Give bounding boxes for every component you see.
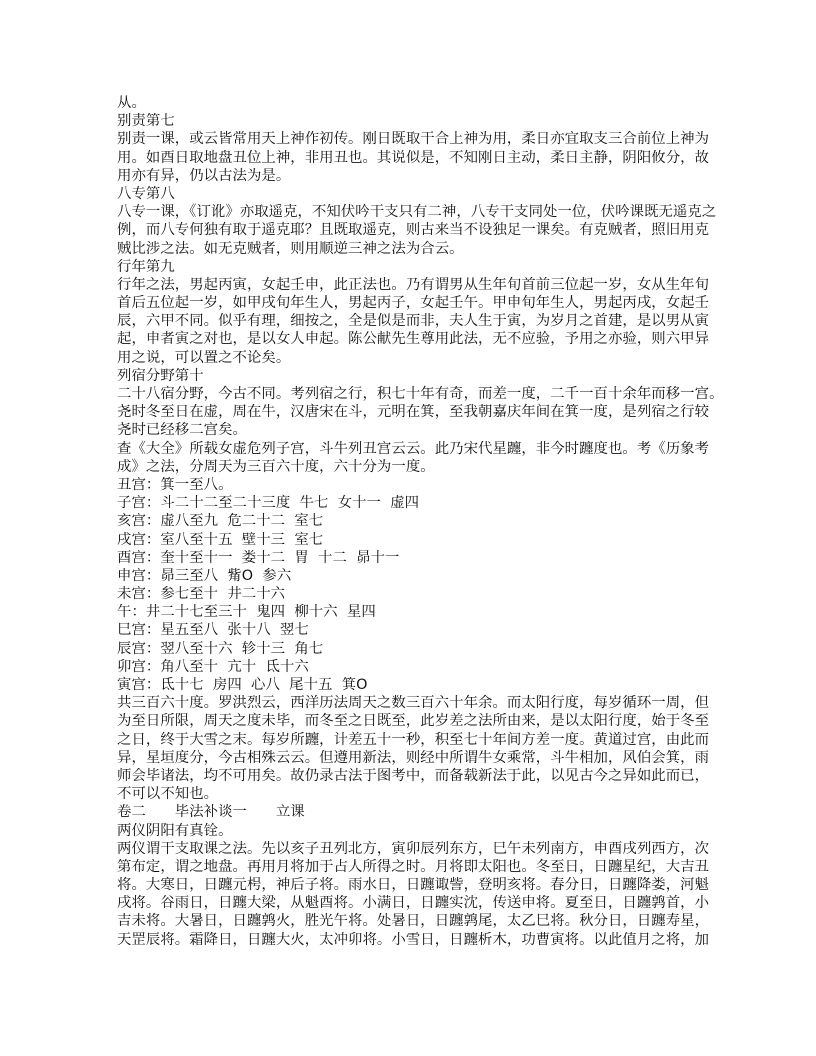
palace-line: 未宫：参七至十 井二十六: [117, 586, 286, 603]
palace-line: 酉宫：奎十至十一 娄十二 胃 十二 昴十一: [117, 549, 400, 566]
text-line: 贼比涉之法。如无克贼者，则用顺逆三神之法为合云。: [117, 240, 464, 257]
text-line: 师会毕诸法，均不可用矣。故仍录古法于图考中，而备载新法于此，以见古今之异如此而已，: [117, 767, 710, 784]
text-line: 天罡辰将。霜降日，日躔大火，太冲卯将。小雪日，日躔析木，功曹寅将。以此值月之将，加: [117, 931, 710, 948]
text-line: 第布定，谓之地盘。再用月将加于占人所得之时。月将即太阳也。冬至日，日躔星纪，大吉丑: [117, 858, 710, 875]
text-line: 行年之法，男起丙寅，女起壬申，此正法也。乃有谓男从生年旬首前三位起一岁，女从生年旬: [117, 276, 710, 293]
text-line: 用亦有异，仍以古法为是。: [117, 167, 291, 184]
text-line: 八专一课，《订讹》亦取遥克，不知伏吟干支只有二神，八专干支同处一位，伏吟课既无遥克之: [117, 204, 717, 221]
text-line: 吉未将。大暑日，日躔鹑火，胜光午将。处暑日，日躔鹑尾，太乙巳将。秋分日，日躔寿星，: [117, 913, 710, 930]
palace-line: 寅宫：氐十七 房四 心八 尾十五 箕O: [117, 677, 368, 693]
palace-line: 辰宫：翌八至十六 轸十三 角七: [117, 640, 324, 657]
text-line: 用之说，可以置之不论矣。: [117, 349, 291, 366]
text-line: 首后五位起一岁，如甲戌旬年生人，男起丙子，女起壬午。甲申旬年生人，男起丙戌，女起壬: [117, 295, 710, 312]
text-line: 查《大全》所载女虚危列子宫，斗牛列丑宫云云。此乃宋代星躔，非今时躔度也。考《历象考: [117, 440, 710, 457]
section-heading: 行年第九: [117, 258, 175, 275]
text-line: 异，星垣度分，今古相殊云云。但遵用新法，则经中所谓牛女乘常，斗牛相加，风伯会箕，雨: [117, 749, 710, 766]
palace-line: 申宫：昴三至八 觜O 参六: [117, 567, 292, 584]
text-line: 辰，六甲不同。似乎有理，细按之，全是似是而非，夫人生于寅，为岁月之首建，是以男从寅: [117, 313, 710, 330]
text-line: 别责一课，或云皆常用天上神作初传。刚日既取干合上神为用，柔日亦宜取支三合前位上神为: [117, 131, 710, 148]
palace-line: 戌宫：室八至十五 壁十三 室七: [117, 531, 324, 548]
palace-line: 午：井二十七至三十 鬼四 柳十六 星四: [117, 604, 376, 621]
palace-line: 亥宫：虚八至九 危二十二 室七: [117, 513, 324, 530]
text-line: 将。大寒日，日躔元枵，神后子将。雨水日，日躔诹訾，登明亥将。春分日，日躔降娄，河魁: [117, 877, 710, 894]
text-line: 成》之法，分周天为三百六十度，六十分为一度。: [117, 458, 435, 475]
chapter-heading: 卷二 毕法补谈一 立课: [117, 804, 305, 821]
section-heading: 两仪阴阳有真铨。: [117, 822, 233, 839]
text-line: 二十八宿分野，今古不同。考列宿之行，积七十年有奇，而差一度，二千一百十余年而移一宫。: [117, 386, 724, 402]
text-line: 戌将。谷雨日，日躔大梁，从魁酉将。小满日，日躔实沈，传送申将。夏至日，日躔鹑首，小: [117, 895, 710, 912]
text-line: 起，申者寅之对也，是以女人申起。陈公献先生尊用此法，无不应验，予用之亦验，则六甲异: [117, 331, 710, 348]
text-line: 为至日所限，周天之度未毕，而冬至之日既至，此岁差之法所由来，是以太阳行度，始于冬至: [117, 713, 710, 730]
text-line: 不可以不知也。: [117, 786, 219, 803]
text-line: 两仪谓干支取课之法。先以亥子丑列北方，寅卯辰列东方，巳午未列南方，申酉戌列西方，次: [117, 840, 710, 857]
text-line: 之日，终于大雪之末。每岁所躔，计差五十一秒，积至七十年间方差一度。黄道过宫，由此而: [117, 731, 710, 748]
text-line: 尧时冬至日在虚，周在牛，汉唐宋在斗，元明在箕，至我朝嘉庆年间在箕一度，是列宿之行较: [117, 404, 710, 421]
palace-line: 卯宫：角八至十 亢十 氐十六: [117, 658, 309, 675]
palace-line: 子宫：斗二十二至二十三度 牛七 女十一 虚四: [117, 495, 420, 512]
palace-line: 巳宫：星五至八 张十八 翌七: [117, 622, 309, 639]
text-line: 用。如酉日取地盘丑位上神，非用丑也。其说似是，不知刚日主动，柔日主静，阴阳攸分，故: [117, 149, 710, 166]
text-line: 尧时已经移二宫矣。: [117, 422, 247, 439]
palace-line: 丑宫：箕一至八。: [117, 476, 233, 493]
text-line: 共三百六十度。罗洪烈云，西洋历法周天之数三百六十年余。而太阳行度，每岁循环一周，但: [117, 695, 710, 712]
text-line: 从。: [117, 95, 146, 111]
section-heading: 八专第八: [117, 185, 175, 202]
section-heading: 列宿分野第十: [117, 367, 204, 384]
section-heading: 别责第七: [117, 113, 175, 130]
text-line: 例，而八专何独有取于遥克耶？且既取遥克，则古来当不设独足一课矣。有克贼者，照旧用克: [117, 222, 710, 239]
document-page: [117, 94, 727, 949]
